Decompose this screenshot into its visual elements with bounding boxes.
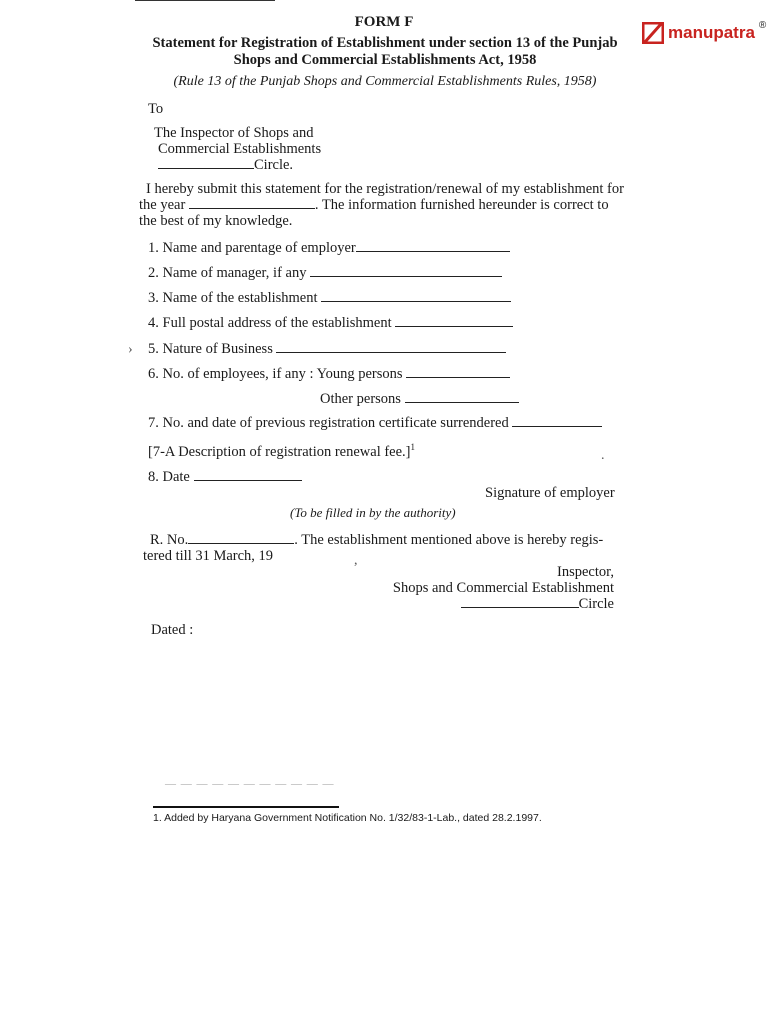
footnote-ref: 1 (410, 442, 416, 452)
registration-line (150, 532, 603, 549)
item-7-label: 7. No. and date of previous registration certificate surrendered (148, 415, 509, 431)
inspector-circle: Circle (578, 596, 614, 612)
inspector-circle-blank[interactable] (461, 597, 579, 608)
footnote-divider (153, 806, 339, 808)
address-circle-line (158, 157, 293, 174)
item-2-label: 2. Name of manager, if any (148, 265, 307, 281)
item-7a-label: [7-A Description of registration renewal fee.] (148, 443, 411, 460)
item-1-blank[interactable] (356, 241, 510, 252)
item-2-blank[interactable] (310, 266, 502, 277)
item-1 (148, 240, 510, 257)
statement-line2 (139, 197, 609, 214)
circle-blank[interactable] (158, 158, 254, 169)
rno-suffix: . The establishment mentioned above is hereby regis- (294, 532, 604, 548)
bleed-through-text: — — — — — — — — — — — (165, 778, 335, 790)
address-circle: Circle. (254, 157, 294, 173)
item-6b (320, 391, 519, 408)
form-page: manupatra ® FORM F Statement for Registration of Establishment under section 13 of the Punjab Shops and Commercial Establishments Act, 1958 (Rule 13 of the Punjab Shops and Commercial Establishments Rules, 1958) To The Inspector of Shops and Commercial Establishments Circle. I hereby submit this statement for the registration/renewal of my establishment for the year . The information furnished hereunder is correct to the best of my knowledge. 1. Name and parentage of employer 2. Name of manager, if any 3. Name of the establishment 4. Full postal address of the establishment › 5. Nature of Business 6. No. of employees, if any : Young persons Other persons 7. No. and date of previous registration certificate surrendered [7-A Description of registration renewal fee.]$^1$ . 8. Date Signature of employer (To be filled in by the authority) R. No. . The establishment mentioned above is hereby regis- tered till 31 March, 19 , Inspector, Shops and Commercial Establishment Circle Dated : — — — — — — — — — — — 1. Added by Haryana Government Notification No. 1/32/83-1-Lab., dated 28.2.1997. (0, 0, 768, 1024)
date-blank[interactable] (194, 470, 302, 481)
item-6-label: 6. No. of employees, if any : Young persons (148, 366, 403, 382)
address-line2: Commercial Establishments (158, 141, 322, 157)
item-4-label: 4. Full postal address of the establishment (148, 315, 392, 331)
item-6-young-blank[interactable] (406, 367, 510, 378)
item-5-blank[interactable] (276, 342, 506, 353)
item-3-blank[interactable] (321, 291, 511, 302)
item-2 (148, 265, 502, 282)
item-4-blank[interactable] (395, 316, 513, 327)
authority-note: (To be filled in by the authority) (290, 505, 456, 520)
item-7-blank[interactable] (512, 416, 602, 427)
item-5-label: 5. Nature of Business (148, 341, 273, 357)
footnote: 1. Added by Haryana Government Notification No. 1/32/83-1-Lab., dated 28.2.1997. (153, 812, 542, 824)
registered-till: tered till 31 March, 19 (143, 548, 274, 564)
signature-label: Signature of employer (485, 485, 615, 501)
form-heading-line1: Statement for Registration of Establishment under section 13 of the Punjab (152, 35, 618, 51)
dated-label: Dated : (151, 622, 194, 638)
statement-year-label: the year (139, 197, 186, 213)
inspector-circle-line (461, 596, 614, 613)
address-to: To (148, 101, 164, 117)
registered-mark: ® (758, 19, 767, 31)
item-5 (148, 341, 506, 358)
item-3-label: 3. Name of the establishment (148, 290, 318, 306)
inspector-dept: Shops and Commercial Establishment (392, 580, 614, 596)
statement-line3: the best of my knowledge. (139, 213, 293, 229)
form-title: FORM F (354, 14, 414, 30)
inspector-label: Inspector, (557, 564, 614, 580)
item-7 (148, 415, 602, 432)
address-line1: The Inspector of Shops and (154, 125, 314, 141)
rno-label: R. No. (150, 532, 189, 548)
item-8-label: 8. Date (148, 469, 190, 485)
item-6b-label: Other persons (320, 391, 401, 407)
form-heading-line2: Shops and Commercial Establishments Act, 1958 (233, 52, 537, 68)
item-7a (148, 442, 415, 461)
year-blank[interactable] (189, 198, 315, 209)
logo-text: manupatra (668, 23, 755, 42)
item-4 (148, 315, 513, 332)
statement-line2-suffix: . The information furnished hereunder is correct to (314, 197, 609, 213)
item-8 (148, 469, 302, 486)
statement-line1: I hereby submit this statement for the registration/renewal of my establishment for (146, 181, 624, 197)
top-divider (135, 0, 275, 1)
rno-blank[interactable] (188, 533, 294, 544)
item-6 (148, 366, 510, 383)
item-3 (148, 290, 511, 307)
rule-reference: (Rule 13 of the Punjab Shops and Commercial Establishments Rules, 1958) (173, 74, 597, 89)
item-1-label: 1. Name and parentage of employer (148, 240, 356, 256)
item-6-other-blank[interactable] (405, 392, 519, 403)
